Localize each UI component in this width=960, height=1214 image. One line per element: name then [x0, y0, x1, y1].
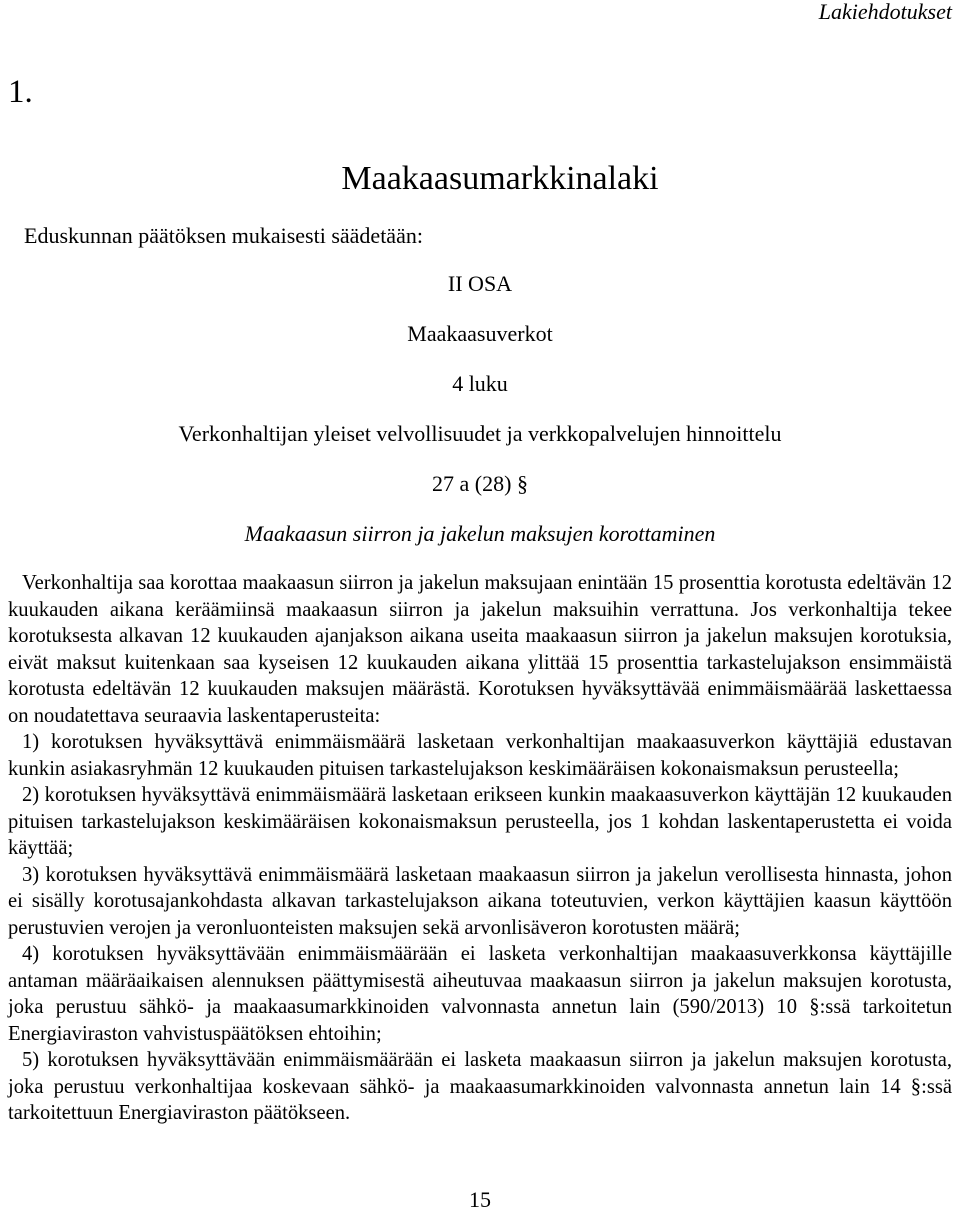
enacting-clause: Eduskunnan päätöksen mukaisesti säädetään: [24, 223, 423, 248]
part-title: Maakaasuverkot [407, 321, 553, 346]
law-title: Maakaasumarkkinalaki [341, 160, 659, 197]
running-header: Lakiehdotukset [818, 0, 952, 24]
page-number: 15 [469, 1187, 491, 1212]
proposal-number: 1. [8, 74, 33, 110]
section-title: Maakaasun siirron ja jakelun maksujen korottaminen [244, 521, 716, 546]
chapter-title: Verkonhaltijan yleiset velvollisuudet ja verkkopalvelujen hinnoittelu [178, 421, 782, 446]
paragraph-item-4: 4) korotuksen hyväksyttävään enimmäismäärään ei lasketa verkonhaltijan maakaasuverkkonsa käyttäjille antaman määräaikaisen alennuksen päättymisestä aiheutuvaa maakaasun siirron ja jakelun maksujen korotusta, joka perustuu sähkö- ja maakaasumarkkinoiden valvonnasta annetun lain (590/2013) 10 §:ssä tarkoitetun Energiaviraston vahvistuspäätöksen ehtoihin; [8, 943, 952, 1045]
paragraph-item-2: 2) korotuksen hyväksyttävä enimmäismäärä lasketaan erikseen kunkin maakaasuverkon käyttäjän 12 kuukauden pituisen tarkastelujakson keskimääräisen kokonaismaksun perusteella, jos 1 kohdan laskentaperustetta ei voida käyttää; [8, 784, 952, 859]
paragraph-item-5: 5) korotuksen hyväksyttävään enimmäismäärään ei lasketa maakaasun siirron ja jakelun maksujen korotusta, joka perustuu verkonhaltijaa koskevaan sähkö- ja maakaasumarkkinoiden valvonnasta annetun lain 14 §:ssä tarkoitettuun Energiaviraston päätökseen. [8, 1049, 952, 1124]
section-body [8, 570, 952, 1127]
paragraph-intro: Verkonhaltija saa korottaa maakaasun siirron ja jakelun maksujaan enintään 15 prosenttia korotusta edeltävän 12 kuukauden aikana keräämiinsä maakaasun siirron ja jakelun maksuihin verrattuna. Jos verkonhaltija tekee korotuksesta alkavan 12 kuukauden ajanjakson aikana useita maakaasun siirron ja jakelun maksujen korotuksia, eivät maksut kuitenkaan saa kyseisen 12 kuukauden aikana ylittää 15 prosenttia tarkastelujakson ensimmäistä korotusta edeltävän 12 kuukauden maksujen määrästä. Korotuksen hyväksyttävää enimmäismäärää laskettaessa on noudatettava seuraavia laskentaperusteita: [8, 572, 952, 727]
paragraph-item-1: 1) korotuksen hyväksyttävä enimmäismäärä lasketaan verkonhaltijan maakaasuverkon käyttäjiä edustavan kunkin asiakasryhmän 12 kuukauden pituisen tarkastelujakson keskimääräisen kokonaismaksun perusteella; [8, 731, 952, 780]
section-heading: 27 a (28) § [432, 471, 528, 496]
chapter-heading: 4 luku [452, 371, 508, 396]
part-heading: II OSA [447, 271, 513, 296]
paragraph-item-3: 3) korotuksen hyväksyttävä enimmäismäärä lasketaan maakaasun siirron ja jakelun verollisesta hinnasta, johon ei sisälly korotusajankohdasta alkavan tarkastelujakson aikana toteutuvien, verkon käyttäjien kaasun käyttöön perustuvien verojen ja veronluonteisten maksujen sekä arvonlisäveron korotusten määrä; [8, 863, 952, 939]
